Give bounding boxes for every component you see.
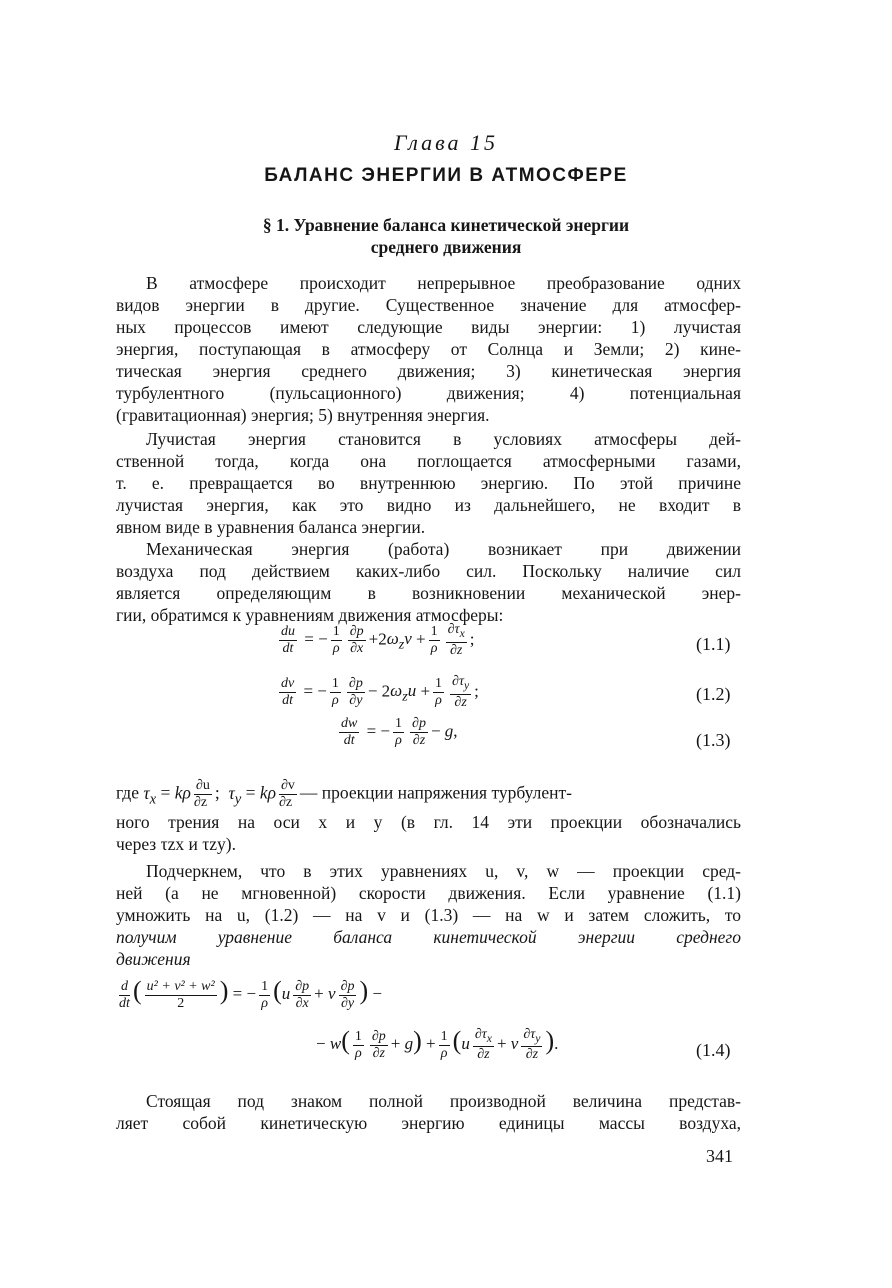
text-line: лучистая энергия, как это видно из дальнейшего, не входит в bbox=[116, 495, 741, 515]
chapter-title: БАЛАНС ЭНЕРГИИ В АТМОСФЕРЕ bbox=[264, 165, 628, 186]
page-number: 341 bbox=[706, 1146, 733, 1166]
paragraph-6 bbox=[116, 1090, 741, 1134]
text-line: получим уравнение баланса кинетической энергии среднего bbox=[116, 927, 741, 947]
text-line: Лучистая энергия становится в условиях атмосферы дей- bbox=[146, 429, 741, 449]
paragraph-2 bbox=[116, 428, 741, 538]
equation-number: (1.4) bbox=[696, 1040, 731, 1060]
text-line: тическая энергия среднего движения; 3) кинетическая энергия bbox=[116, 361, 741, 381]
text-line: является определяющим в возникновении механической энер- bbox=[116, 583, 741, 603]
equation-number: (1.3) bbox=[696, 730, 731, 750]
text-line: ляет собой кинетическую энергию единицы массы воздуха, bbox=[116, 1113, 741, 1133]
text-line: (гравитационная) энергия; 5) внутренняя энергия. bbox=[116, 405, 490, 425]
paragraph-5 bbox=[116, 860, 741, 970]
text-line: гии, обратимся к уравнениям движения атмосферы: bbox=[116, 605, 504, 625]
text-line: ственной тогда, когда она поглощается атмосферными газами, bbox=[116, 451, 741, 471]
text-line: Стоящая под знаком полной производной величина представ- bbox=[146, 1091, 741, 1111]
text-line: где $\tau_x = k\rho$ $\frac{\partial u}{\partial z}$ ; $\tau_y = k\rho$ $\frac{\partial v}{\partial z}$ — проекции напряжения турбулент- bbox=[116, 778, 572, 810]
text-line: явном виде в уравнения баланса энергии. bbox=[116, 517, 426, 537]
text-line: ней (а не мгновенной) скорости движения. Если уравнение (1.1) bbox=[116, 883, 741, 903]
text-line: турбулентного (пульсационного) движения; 4) потенциальная bbox=[116, 383, 741, 403]
paragraph-4 bbox=[116, 778, 741, 855]
text-line: В атмосфере происходит непрерывное преобразование одних bbox=[146, 273, 741, 293]
text-line: воздуха под действием каких-либо сил. Поскольку наличие сил bbox=[116, 561, 741, 581]
section-heading-line1: § 1. Уравнение баланса кинетической энергии bbox=[262, 215, 630, 235]
text-line: видов энергии в другие. Существенное значение для атмосфер- bbox=[116, 295, 741, 315]
text-line: энергия, поступающая в атмосферу от Солнца и Земли; 2) кине- bbox=[116, 339, 741, 359]
text-line: ного трения на оси x и y (в гл. 14 эти проекции обозначались bbox=[116, 812, 741, 832]
equation-1-1: $\frac{du}{dt}$ = − $\frac{1}{\rho}$ $\frac{\partial p}{\partial x}$ $+2\omega_zv$ + $\frac{1}{\rho}$ $\frac{\partial\tau_x}{\partial z}$ ; bbox=[281, 622, 475, 658]
text-fragment: где bbox=[116, 782, 139, 803]
equation-1-3: $\frac{dw}{dt}$ = − $\frac{1}{\rho}$ $\frac{\partial p}{\partial z}$ − g, bbox=[341, 716, 458, 748]
equation-number: (1.1) bbox=[696, 634, 731, 654]
text-fragment: — проекции напряжения турбулент- bbox=[299, 782, 572, 803]
chapter-heading: Глава 15 bbox=[393, 130, 499, 155]
text-line: движения bbox=[116, 949, 191, 969]
section-heading bbox=[0, 214, 892, 258]
equation-number: (1.2) bbox=[696, 684, 731, 704]
equation-1-2: $\frac{dv}{dt}$ = − $\frac{1}{\rho}$ $\frac{\partial p}{\partial y}$ − $2\omega_zu$ + $\frac{1}{\rho}$ $\frac{\partial\tau_y}{\partial z}$ ; bbox=[281, 674, 479, 710]
text-line: Механическая энергия (работа) возникает при движении bbox=[146, 539, 741, 559]
paragraph-1 bbox=[116, 272, 741, 426]
text-line: Подчеркнем, что в этих уравнениях u, v, w — проекции сред- bbox=[146, 861, 741, 881]
text-line: умножить на u, (1.2) — на v и (1.3) — на w и затем сложить, то bbox=[116, 905, 741, 925]
equation-1-4-line1: $\frac{d}{dt}$ ( $\frac{\text{u² + v² + w²}}{2}$ ) = − $\frac{1}{\rho}$ (u $\frac{\partial p}{\partial x}$ + v $\frac{\partial p}{\partial y}$ ) − bbox=[119, 976, 382, 1011]
text-line: через τzx и τzy). bbox=[116, 834, 237, 854]
paragraph-3 bbox=[116, 538, 741, 626]
equation-1-4-line2: − w( $\frac{1}{\rho}$ $\frac{\partial p}{\partial z}$ + g) + $\frac{1}{\rho}$ (u $\frac{\partial\tau_x}{\partial z}$ + v $\frac{\partial\tau_y}{\partial z}$ ). bbox=[316, 1026, 559, 1063]
text-line: т. е. превращается во внутреннюю энергию. По этой причине bbox=[116, 473, 741, 493]
section-heading-line2: среднего движения bbox=[370, 237, 522, 257]
text-line: ных процессов имеют следующие виды энергии: 1) лучистая bbox=[116, 317, 741, 337]
